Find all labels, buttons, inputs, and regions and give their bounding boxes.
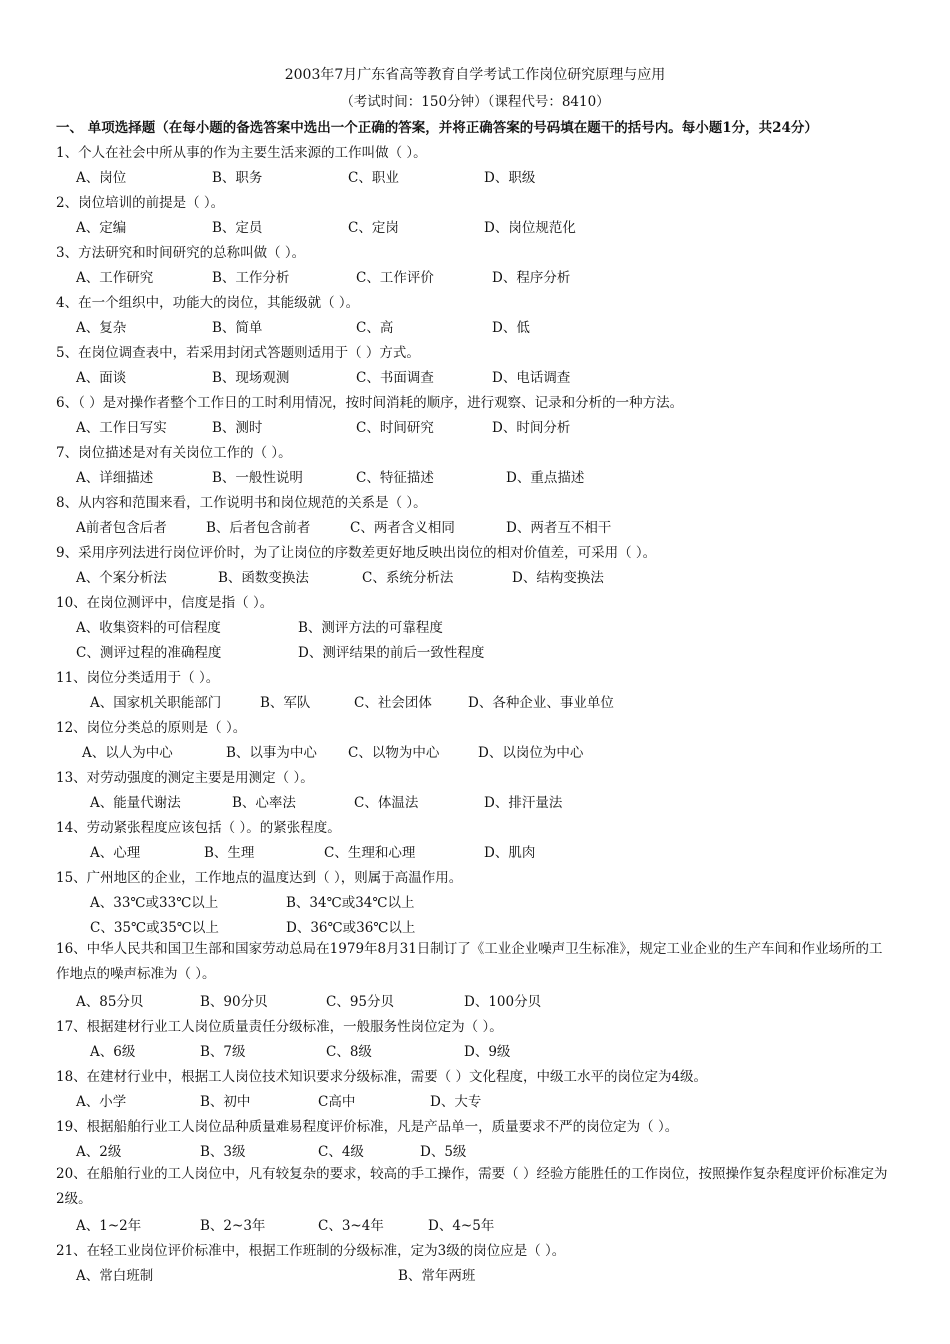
option: B、常年两班: [398, 1268, 476, 1284]
option: B、90分贝: [200, 994, 268, 1010]
option: A、常白班制: [76, 1268, 154, 1284]
option: A、心理: [90, 845, 141, 861]
question-stem: 14、劳动紧张程度应该包括（ ）。的紧张程度。: [56, 820, 341, 836]
option: B、职务: [212, 170, 263, 186]
option: A、以人为中心: [82, 745, 173, 761]
option: B、工作分析: [212, 270, 290, 286]
question-stem: 3、方法研究和时间研究的总称叫做（ ）。: [56, 245, 306, 261]
option: D、9级: [464, 1044, 511, 1060]
option: A、国家机关职能部门: [90, 695, 222, 711]
question-stem: 21、在轻工业岗位评价标准中，根据工作班制的分级标准，定为3级的岗位应是（ ）。: [56, 1243, 566, 1259]
option: C、95分贝: [326, 994, 395, 1010]
option: B、测时: [212, 420, 263, 436]
question-stem: 19、根据船舶行业工人岗位品种质量难易程度评价标准，凡是产品单一，质量要求不严的岗位定为（ ）。: [56, 1119, 679, 1135]
option: C、以物为中心: [348, 745, 440, 761]
option: C、3~4年: [318, 1218, 384, 1234]
option: A、1~2年: [76, 1218, 142, 1234]
option: D、岗位规范化: [484, 220, 576, 236]
option: B、3级: [200, 1144, 246, 1160]
option: D、各种企业、事业单位: [468, 695, 614, 711]
option: C、8级: [326, 1044, 372, 1060]
option: D、重点描述: [506, 470, 585, 486]
option: B、定员: [212, 220, 263, 236]
option: A、个案分析法: [76, 570, 167, 586]
page-title: 2003年7月广东省高等教育自学考试工作岗位研究原理与应用: [284, 67, 666, 83]
option: C、时间研究: [356, 420, 434, 436]
question-stem: 8、从内容和范围来看，工作说明书和岗位规范的关系是（ ）。: [56, 495, 427, 511]
option: B、以事为中心: [226, 745, 317, 761]
question-stem: 10、在岗位测评中，信度是指（ ）。: [56, 595, 274, 611]
option: B、简单: [212, 320, 263, 336]
question-stem: 2、岗位培训的前提是（ ）。: [56, 195, 225, 211]
option: A、能量代谢法: [90, 795, 181, 811]
option: B、现场观测: [212, 370, 290, 386]
option: A、工作日写实: [76, 420, 167, 436]
option: D、5级: [420, 1144, 467, 1160]
question-stem: 7、岗位描述是对有关岗位工作的（ ）。: [56, 445, 292, 461]
option: D、排汗量法: [484, 795, 563, 811]
option: B、函数变换法: [218, 570, 309, 586]
option: C、测评过程的准确程度: [76, 645, 222, 661]
option: C、定岗: [348, 220, 399, 236]
option: D、肌肉: [484, 845, 536, 861]
option: C、工作评价: [356, 270, 434, 286]
option: B、2~3年: [200, 1218, 266, 1234]
option: A前者包含后者: [76, 520, 167, 536]
option: A、收集资料的可信程度: [76, 620, 221, 636]
option: A、2级: [76, 1144, 122, 1160]
option: C、4级: [318, 1144, 364, 1160]
option: A、85分贝: [76, 994, 144, 1010]
option: D、结构变换法: [512, 570, 604, 586]
option: D、以岗位为中心: [478, 745, 584, 761]
option: D、测评结果的前后一致性程度: [298, 645, 485, 661]
question-stem: 20、在船舶行业的工人岗位中，凡有较复杂的要求，较高的手工操作，需要（ ）经验方能胜任的工作岗位，按照操作复杂程度评价标准定为2级。: [56, 1166, 888, 1207]
option: B、34℃或34℃以上: [286, 895, 415, 911]
option: D、职级: [484, 170, 536, 186]
question-stem: 11、岗位分类适用于（ ）。: [56, 670, 220, 686]
option: D、大专: [430, 1094, 482, 1110]
option: B、生理: [204, 845, 255, 861]
option: A、工作研究: [76, 270, 154, 286]
option: B、后者包含前者: [206, 520, 311, 536]
question-stem: 5、在岗位调查表中，若采用封闭式答题则适用于（ ）方式。: [56, 345, 420, 361]
option: C、高: [356, 320, 394, 336]
option: C、35℃或35℃以上: [90, 920, 219, 936]
question-stem: 16、中华人民共和国卫生部和国家劳动总局在1979年8月31日制订了《工业企业噪声卫生标准》，规定工业企业的生产车间和作业场所的工作地点的噪声标准为（ ）。: [56, 941, 883, 982]
question-stem: 15、广州地区的企业，工作地点的温度达到（ ），则属于高温作用。: [56, 870, 463, 886]
option: A、6级: [90, 1044, 136, 1060]
option: C、职业: [348, 170, 399, 186]
option: A、岗位: [76, 170, 127, 186]
exam-info: （考试时间：150分钟）（课程代号：8410）: [340, 94, 610, 110]
option: A、复杂: [76, 320, 127, 336]
question-stem: 1、个人在社会中所从事的作为主要生活来源的工作叫做（ ）。: [56, 145, 427, 161]
option: A、小学: [76, 1094, 127, 1110]
question-stem: 9、采用序列法进行岗位评价时，为了让岗位的序数差更好地反映出岗位的相对价值差，可采用（ ）。: [56, 545, 657, 561]
question-stem: 4、在一个组织中，功能大的岗位，其能级就（ ）。: [56, 295, 360, 311]
option: C、社会团体: [354, 695, 432, 711]
option: B、初中: [200, 1094, 251, 1110]
question-stem: 18、在建材行业中，根据工人岗位技术知识要求分级标准，需要（ ）文化程度，中级工水平的岗位定为4级。: [56, 1069, 708, 1085]
option: D、时间分析: [492, 420, 571, 436]
option: A、定编: [76, 220, 127, 236]
option: C、特征描述: [356, 470, 434, 486]
option: D、36℃或36℃以上: [286, 920, 416, 936]
option: C、系统分析法: [362, 570, 454, 586]
option: C、体温法: [354, 795, 419, 811]
option: B、测评方法的可靠程度: [298, 620, 443, 636]
option: D、100分贝: [464, 994, 542, 1010]
question-stem: 17、根据建材行业工人岗位质量责任分级标准，一般服务性岗位定为（ ）。: [56, 1019, 503, 1035]
option: A、详细描述: [76, 470, 154, 486]
option: B、7级: [200, 1044, 246, 1060]
section-heading: 一、 单项选择题（在每小题的备选答案中选出一个正确的答案，并将正确答案的号码填在题干的括号内。每小题1分，共24分）: [56, 120, 818, 136]
question-stem: 6、（ ）是对操作者整个工作日的工时利用情况，按时间消耗的顺序，进行观察、记录和分析的一种方法。: [56, 395, 684, 411]
option: C高中: [318, 1094, 356, 1110]
question-stem: 12、岗位分类总的原则是（ ）。: [56, 720, 247, 736]
option: D、电话调查: [492, 370, 571, 386]
option: C、生理和心理: [324, 845, 416, 861]
option: B、心率法: [232, 795, 296, 811]
question-stem: 13、对劳动强度的测定主要是用测定（ ）。: [56, 770, 314, 786]
option: D、程序分析: [492, 270, 571, 286]
option: A、面谈: [76, 370, 127, 386]
option: C、书面调查: [356, 370, 434, 386]
option: D、两者互不相干: [506, 520, 612, 536]
option: D、低: [492, 320, 530, 336]
option: C、两者含义相同: [350, 520, 455, 536]
option: B、一般性说明: [212, 470, 303, 486]
option: D、4~5年: [428, 1218, 495, 1234]
option: A、33℃或33℃以上: [90, 895, 219, 911]
option: B、军队: [260, 695, 311, 711]
